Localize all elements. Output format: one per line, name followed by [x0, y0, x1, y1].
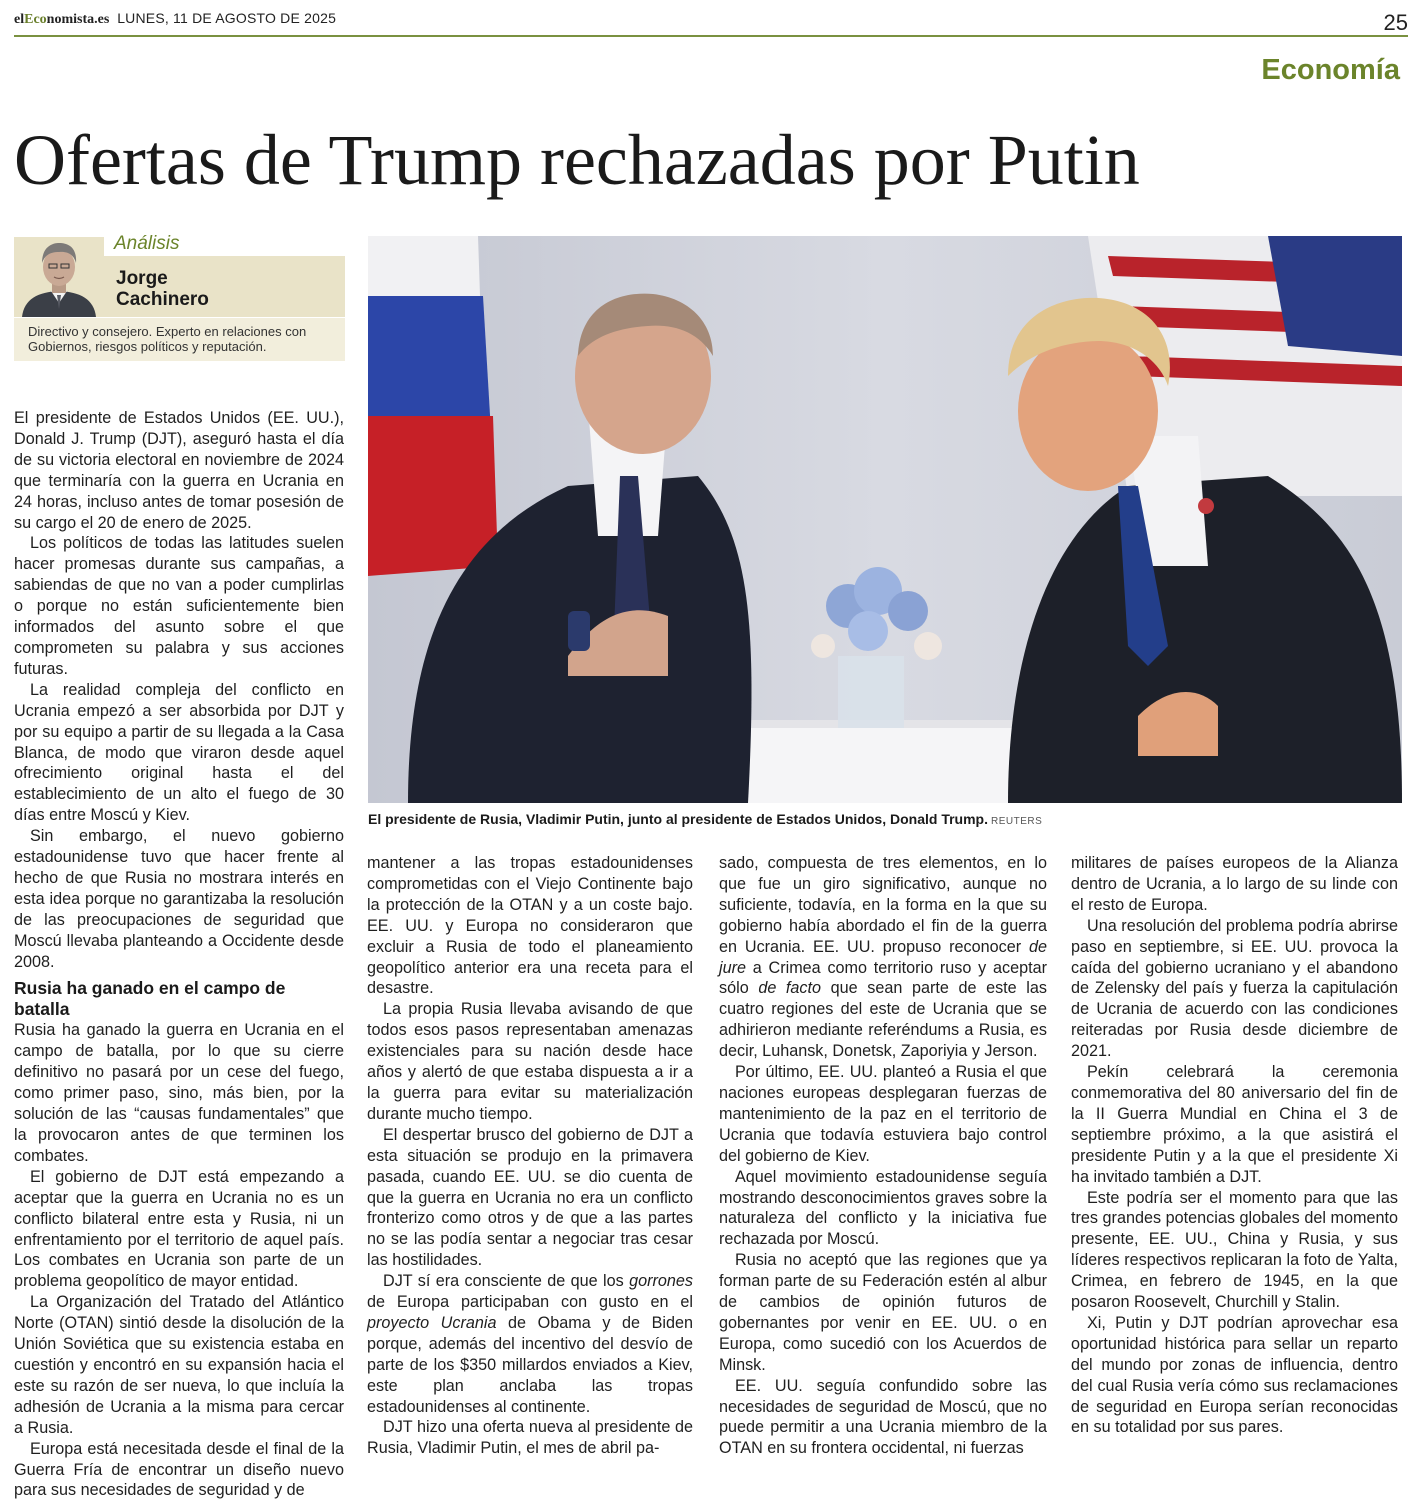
paragraph: DJT sí era consciente de que los gorrones de Europa participaban con gusto en el proyecto Ucrania de Obama y de Biden porque, además del incentivo del desvío de parte de los $350 millardos enviados a Kiev, este plan anclaba las tropas estadounidenses al continente.	[367, 1272, 694, 1416]
issue-date: LUNES, 11 DE AGOSTO DE 2025	[117, 10, 337, 26]
paragraph: Este podría ser el momento para que las tres grandes potencias globales del momento presente, EE. UU., China y Rusia, y sus líderes respectivos replicaran la foto de Yalta, Crimea, en febrero de 1945, en la que posaron Roosevelt, Churchill y Stalin.	[1071, 1188, 1398, 1312]
paragraph: La propia Rusia llevaba avisando de que todos esos pasos representaban amenazas existenciales para su nación desde hace años y alertó de que estaba dispuesta a ir a la guerra para evitar su materialización durante mucho tiempo.	[367, 1000, 693, 1123]
header-rule	[14, 35, 1408, 37]
analysis-label: Análisis	[114, 233, 180, 254]
masthead	[14, 10, 336, 28]
paragraph: Europa está necesitada desde el final de la Guerra Fría de encontrar un diseño nuevo para sus necesidades de seguridad y de	[14, 1439, 344, 1500]
article-headline: Ofertas de Trump rechazadas por Putin	[14, 120, 1140, 200]
author-avatar	[14, 237, 104, 317]
paragraph: El presidente de Estados Unidos (EE. UU.), Donald J. Trump (DJT), aseguró hasta el día de su victoria electoral en noviembre de 2024 que terminaría con la guerra en Ucrania en 24 horas, incluso antes de tomar posesión de su cargo el 20 de enero de 2025.	[14, 409, 344, 532]
paragraph: La Organización del Tratado del Atlántico Norte (OTAN) sintió desde la disolución de la Unión Soviética que su existencia estaba en cuestión y encontró en su expansión hacia el este su razón de ser nueva, lo que incluía la adhesión de Ucrania a la misma para cercar a Rusia.	[14, 1293, 344, 1437]
newspaper-logo[interactable]: elEconomista.es	[14, 12, 110, 27]
paragraph: Rusia no aceptó que las regiones que ya forman parte de su Federación estén al albur de cambios de opinión futuros de gobernantes por venir en EE. UU. o en Europa, como sucedió con los Acuerdos de Minsk.	[719, 1251, 1047, 1374]
section-label[interactable]: Economía	[1261, 54, 1400, 86]
article-column-2	[367, 853, 693, 1459]
photo-caption: El presidente de Rusia, Vladimir Putin, junto al presidente de Estados Unidos, Donald Trump. REUTERS	[368, 811, 1043, 827]
paragraph: Xi, Putin y DJT podrían aprovechar esa oportunidad histórica para sellar un reparto del mundo por zonas de influencia, dentro del cual Rusia vería cómo sus reclamaciones de seguridad en Europa serían reconocidas en su totalidad por sus pares.	[1071, 1313, 1398, 1437]
paragraph: Los políticos de todas las latitudes suelen hacer promesas durante sus campañas, a sabiendas de que no van a poder cumplirlas o porque no están suficientemente bien informados del asunto sobre el que comprometen su palabra y sus acciones futuras.	[14, 534, 344, 678]
paragraph: Sin embargo, el nuevo gobierno estadounidense tuvo que hacer frente al hecho de que Rusia no mostrara interés en esta idea porque no garantizaba la resolución de las preocupaciones de seguridad que Moscú llevaba planteando a Occidente desde 2008.	[14, 827, 344, 971]
subheading: Rusia ha ganado en el campo de batalla	[14, 978, 286, 1020]
article-column-1	[14, 408, 344, 1501]
paragraph: sado, compuesta de tres elementos, en lo que fue un giro significativo, aunque no suficiente, todavía, en la forma en la que su gobierno había abordado el fin de la guerra en Ucrania. EE. UU. propuso reconocer de jure a Crimea como territorio ruso y aceptar sólo de facto que sean parte de este las cuatro regiones del este de Ucrania que se adhirieron mediante referéndums a Rusia, es decir, Luhansk, Donetsk, Zaporiyia y Jerson.	[719, 854, 1047, 1061]
paragraph: El gobierno de DJT está empezando a aceptar que la guerra en Ucrania no es un conflicto bilateral entre esta y Rusia, ni un enfrentamiento por el territorio de aquel país. Los combates en Ucrania son parte de un problema geopolítico de mayor entidad.	[14, 1167, 344, 1291]
photo-credit: REUTERS	[991, 816, 1043, 827]
paragraph: El despertar brusco del gobierno de DJT a esta situación se produjo en la primavera pasada, cuando EE. UU. se dio cuenta de que la guerra en Ucrania no era un conflicto fronterizo como otros y de que a las partes no se las podía sentar a negociar tras cesar las hostilidades.	[367, 1125, 693, 1270]
author-bio: Directivo y consejero. Experto en relaciones con Gobiernos, riesgos políticos y reputación.	[28, 324, 307, 354]
paragraph: Rusia ha ganado la guerra en Ucrania en el campo de batalla, por lo que su cierre definitivo no pasará por un cese del fuego, como primer paso, sino, más bien, por la solución de las “causas fundamentales” que la provocaron antes de que terminen los combates.	[14, 1021, 344, 1165]
paragraph: Por último, EE. UU. planteó a Rusia el que naciones europeas desplegaran fuerzas de mantenimiento de la paz en el territorio de Ucrania que todavía estuviera bajo control del gobierno de Kiev.	[719, 1063, 1047, 1165]
author-name[interactable]: Jorge Cachinero	[116, 268, 209, 310]
paragraph: DJT hizo una oferta nueva al presidente de Rusia, Vladimir Putin, el mes de abril pa-	[367, 1418, 693, 1458]
page-number: 25	[1383, 10, 1408, 35]
paragraph: Pekín celebrará la ceremonia conmemorativa del 80 aniversario del fin de la II Guerra Mundial en China el 3 de septiembre próximo, a la que asistirá el presidente Putin y a la que el presidente Xi ha invitado también a DJT.	[1071, 1063, 1398, 1186]
article-column-3	[719, 853, 1047, 1459]
paragraph: mantener a las tropas estadounidenses comprometidas con el Viejo Continente bajo la protección de la OTAN y a un coste bajo. EE. UU. y Europa no consideraron que excluir a Rusia de todo el planeamiento geopolítico anterior era una receta para el desastre.	[367, 854, 693, 998]
paragraph: Una resolución del problema podría abrirse paso en septiembre, si EE. UU. provoca la caída del gobierno ucraniano y el abandono de Zelensky del país y fuerza la capitulación de Ucrania de acuerdo con las condiciones reiteradas por Rusia desde diciembre de 2021.	[1071, 916, 1398, 1061]
paragraph: EE. UU. seguía confundido sobre las necesidades de seguridad de Moscú, que no puede permitir a una Ucrania miembro de la OTAN en su frontera occidental, ni fuerzas	[719, 1376, 1047, 1458]
article-photo[interactable]	[368, 236, 1402, 803]
paragraph: La realidad compleja del conflicto en Ucrania empezó a ser absorbida por DJT y por su equipo a partir de su llegada a la Casa Blanca, de modo que viraron desde aquel ofrecimiento original hasta el del establecimiento de un alto el fuego de 30 días entre Moscú y Kiev.	[14, 680, 344, 825]
paragraph: Aquel movimiento estadounidense seguía mostrando desconocimientos graves sobre la naturaleza del conflicto y la iniciativa fue rechazada por Moscú.	[719, 1167, 1047, 1249]
article-column-4	[1071, 853, 1398, 1438]
paragraph: militares de países europeos de la Alianza dentro de Ucrania, a lo largo de su linde con el resto de Europa.	[1071, 854, 1398, 914]
